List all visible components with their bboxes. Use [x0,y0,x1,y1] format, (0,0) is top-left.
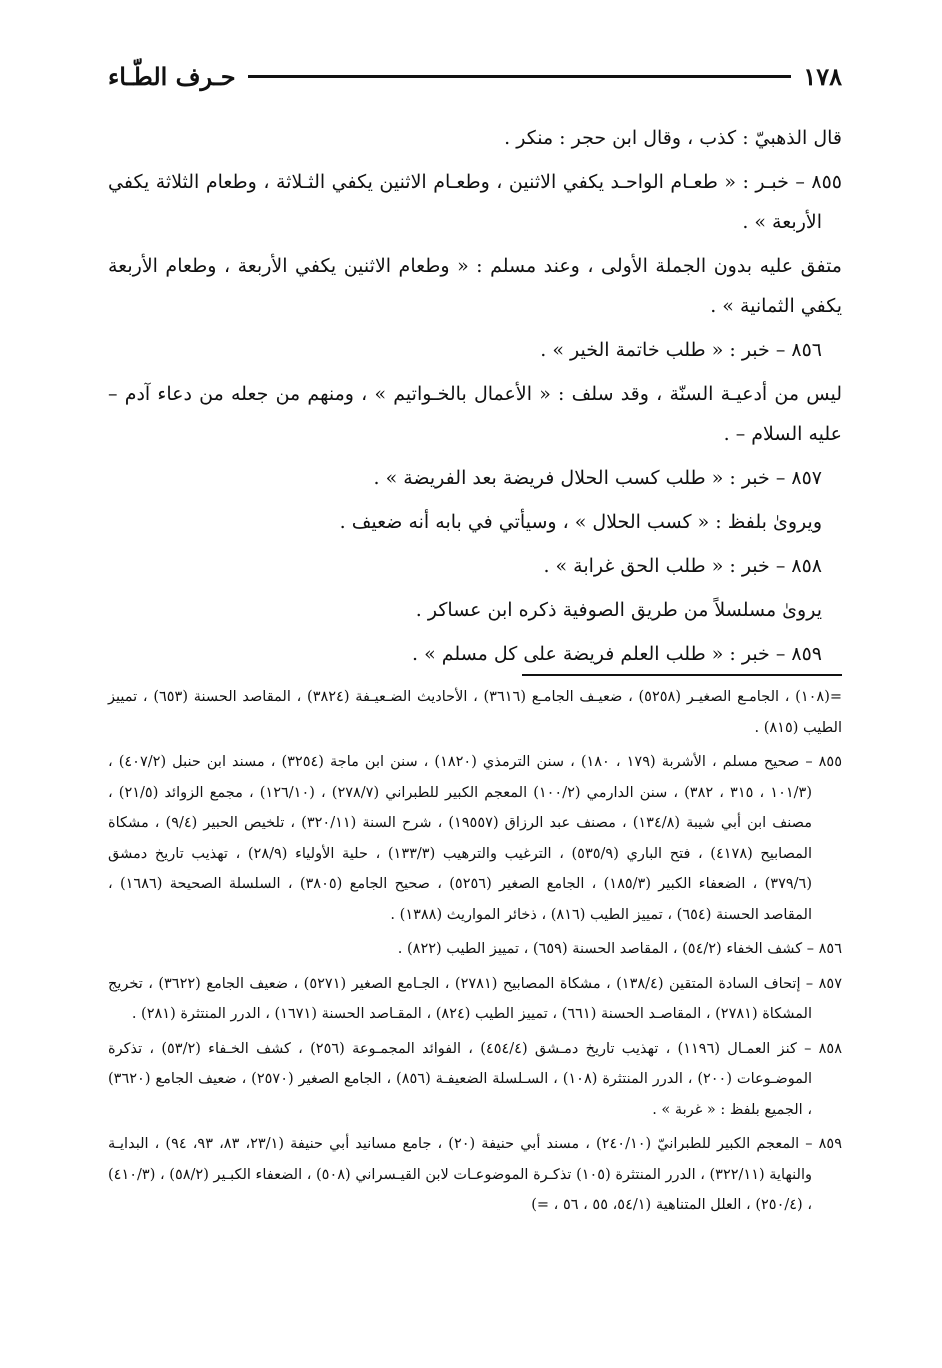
footnotes [108,682,842,1225]
page-header [108,58,842,94]
paragraph: قال الذهبيّ : كذب ، وقال ابن حجر : منكر . [504,127,842,149]
footnote-continued: =(١٠٨) ، الجامـع الصغيـر (٥٢٥٨) ، ضعيـف الجامـع (٣٦١٦) ، الأحاديث الضـعيـفة (٣٨٢٤) ، المقاصد الحسنة (٦٥٣) ، تمييز الطيب (٨١٥) . [108,689,843,736]
paragraph: متفق عليه بدون الجملة الأولى ، وعند مسلم : « وطعام الاثنين يكفي الأربعة ، وطعام الأربعة يكفي الثمانية » . [108,255,842,317]
hadith-entry-855: ٨٥٥ – خبـر : « طعـام الواحـد يكفي الاثنين ، وطعـام الاثنين يكفي الثـلاثة ، وطعام الثلاثة يكفي الأربعة » . [108,171,842,233]
footnote-858: ٨٥٨ – كنز العمـال (١١٩٦) ، تهذيب تاريخ دمـشق (٤٥٤/٤) ، الفوائد المجمـوعة (٢٥٦) ، كشف الخـفاء (٥٣/٢) ، تذكرة الموضـوعات (٢٠٠) ، الدرر المنتثرة (١٠٨) ، السـلسلة الضعيفـة (٨٥٦) ، الجامع الصغير (٢٥٧٠) ، ضعيف الجامع (٣٦٢٠) ، الجميع بلفظ : « غربة » . [108,1040,843,1118]
page-number: ١٧٨ [803,61,842,91]
running-title: حـرف الطّـاء [108,61,236,91]
paragraph: يروىٰ مسلسلاً من طريق الصوفية ذكره ابن عساكر . [415,599,822,621]
hadith-entry-856: ٨٥٦ – خبر : « طلب خاتمة الخير » . [540,339,822,361]
footnote-856: ٨٥٦ – كشف الخفاء (٥٤/٢) ، المقاصد الحسنة (٦٥٩) ، تمييز الطيب (٨٢٢) . [397,941,842,957]
main-text [108,118,842,678]
footnote-857: ٨٥٧ – إتحاف السادة المتقين (١٣٨/٤) ، مشكاة المصابيح (٢٧٨١) ، الجـامع الصغير (٥٢٧١) ، ضعيف الجامع (٣٦٢٢) ، تخريج المشكاة (٢٧٨١) ، المقاصـد الحسنة (٦٦١) ، تمييز الطيب (٨٢٤) ، المقـاصد الحسنة (١٦٧١) ، الدرر المنتثرة (٢٨١) . [108,975,842,1022]
hadith-entry-857: ٨٥٧ – خبر : « طلب كسب الحلال فريضة بعد الفريضة » . [373,467,822,489]
paragraph: ليس من أدعيـة السنّة ، وقد سلف : « الأعمال بالخـواتيم » ، ومنهم من جعله من دعاء آدم – عليه السلام – . [108,383,842,445]
footnote-859: ٨٥٩ – المعجم الكبير للطبرانيّ (٢٤٠/١٠) ، مسند أبي حنيفة (٢٠) ، جامع مسانيد أبي حنيفة (٢٣/١، ٨٣، ٩٣، ٩٤) ، البدايـة والنهاية (٣٢٢/١١) ، الدرر المنتثرة (١٠٥) تذكـرة الموضوعـات لابن القيـسراني (٥٠٨) ، الضعفاء الكبـير (٥٨/٢) ، (٤١٠/٣) ، (٢٥٠/٤) ، العلل المتناهية (٥٤/١، ٥٥ ، ٥٦ ، =) [108,1136,842,1213]
header-rule [248,75,792,78]
hadith-entry-858: ٨٥٨ – خبر : « طلب الحق غرابة » . [543,555,822,577]
paragraph: ويروىٰ بلفظ : « كسب الحلال » ، وسيأتي في بابه أنه ضعيف . [339,511,822,533]
footnote-855: ٨٥٥ – صحيح مسلم ، الأشربة (١٧٩ ، ١٨٠) ، سنن الترمذي (١٨٢٠) ، سنن ابن ماجة (٣٢٥٤) ، مسند ابن حنبل (٤٠٧/٢) ، (١٠١/٣ ، ٣١٥ ، ٣٨٢) ، سنن الدارمي (١٠٠/٢) المعجم الكبير للطبراني (٢٧٨/٧) ، (١٢٦/١٠) ، مجمع الزوائد (٢١/٥) ، مصنف ابن أبي شيبة (١٣٤/٨) ، مصنف عبد الرزاق (١٩٥٥٧) ، شرح السنة (٣٢٠/١١) ، تلخيص الحبير (٩/٤) ، مشكاة المصابيح (٤١٧٨) ، فتح الباري (٥٣٥/٩) ، الترغيب والترهيب (١٣٣/٣) ، حلية الأولياء (٢٨/٩) ، تهذيب تاريخ دمشق (٣٧٩/٦) ، الضعفاء الكبير (١٨٥/٣) ، الجامع الصغير (٥٢٥٦) ، صحيح الجامع (٣٨٠٥) ، السلسلة الصحيحة (١٦٨٦) ، المقاصد الحسنة (٦٥٤) ، تمييز الطيب (٨١٦) ، ذخائر المواريث (١٣٨٨) . [108,754,843,923]
footnote-rule [522,674,842,676]
hadith-entry-859: ٨٥٩ – خبر : « طلب العلم فريضة على كل مسلم » . [412,643,822,665]
